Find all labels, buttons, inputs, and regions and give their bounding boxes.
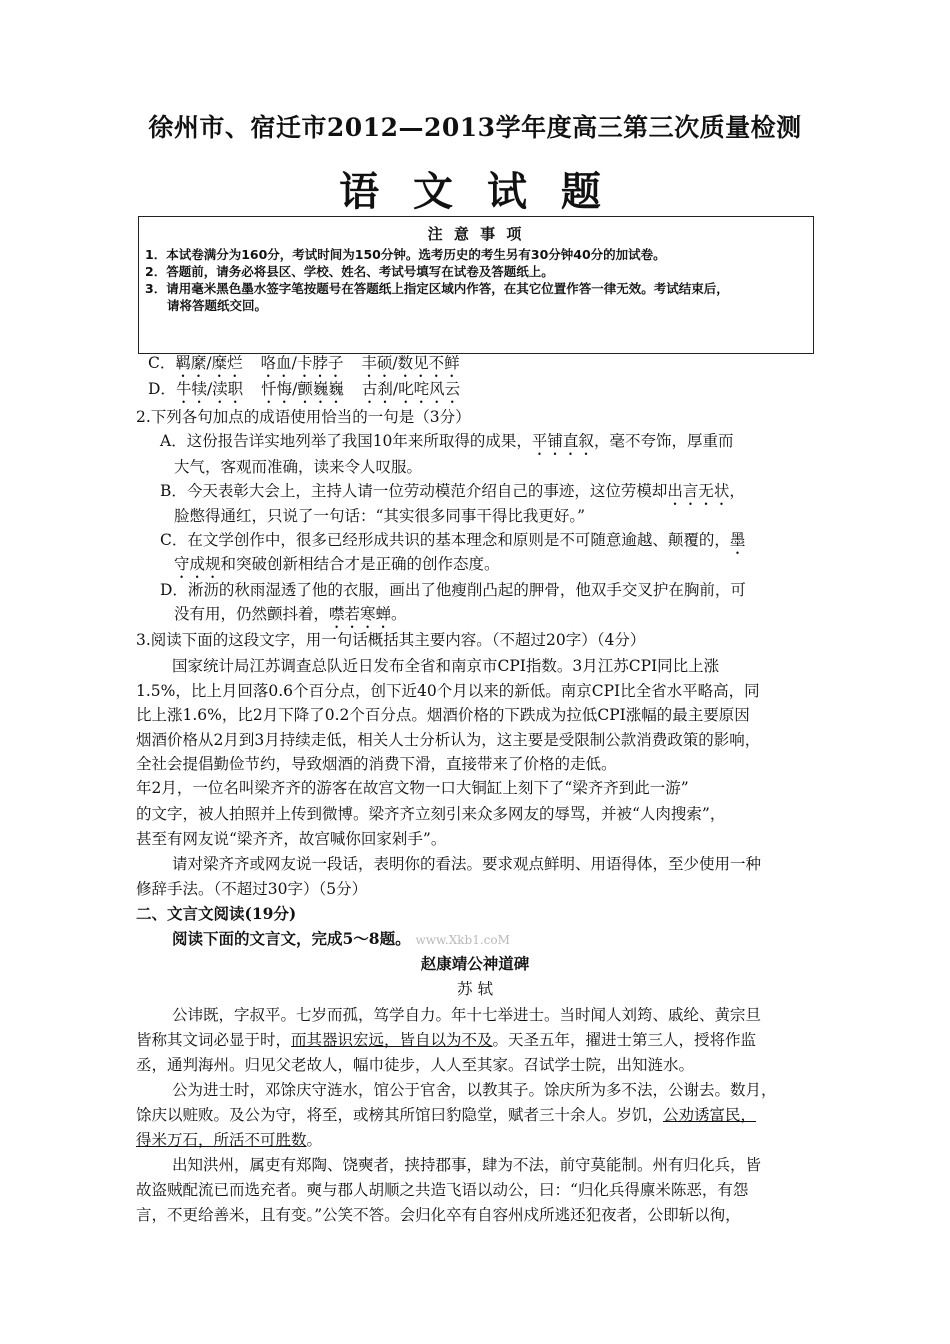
classical-text-line: 公讳既，字叔平。七岁而孤，笃学自力。年十七举进士。当时闻人刘筠、戚纶、黄宗旦 xyxy=(172,1006,762,1024)
q1-option-c: C．羁縻/糜烂 咯血/卡脖子 丰硕/数见不鲜 xyxy=(148,354,460,372)
notice-item-2: 2．答题前，请务必将县区、学校、姓名、考试号填写在试卷及答题纸上。 xyxy=(145,264,554,279)
classical-text-line: 故盗贼配流已而选充者。奭与郡人胡顺之共造飞语以动公，曰：“归化兵得廪米陈恶，有怨 xyxy=(136,1181,749,1199)
classical-text-line: 皆称其文词必显于时，而其器识宏远，皆自以为不及。天圣五年，擢进士第三人，授将作监 xyxy=(136,1031,757,1049)
classical-text-line: 得米万石，所活不可胜数。 xyxy=(136,1131,323,1149)
classical-text-line: 言，不更给善米，且有变。”公笑不答。会归化卒有自容州戍所逃还犯夜者，公即斩以徇， xyxy=(136,1206,741,1224)
text-title: 赵康靖公神道碑 xyxy=(420,954,530,973)
q4-text-line: 的文字，被人拍照并上传到微博。梁齐齐立刻引来众多网友的辱骂，并被“人肉搜索”， xyxy=(136,805,726,823)
q2-option-b-cont: 脸憋得通红，只说了一句话：“其实很多同事干得比我更好。” xyxy=(174,507,586,525)
q4-text-line: 修辞手法。（不超过30字）（5分） xyxy=(136,880,368,898)
section-instruction: 阅读下面的文言文，完成5～8题。 www.Xkb1.coM xyxy=(172,929,510,948)
q2-option-a: A．这份报告详实地列举了我国10年来所取得的成果，平铺直叙，毫不夸饰，厚重而 xyxy=(160,432,734,450)
text-author: 苏 轼 xyxy=(457,980,493,998)
notice-box xyxy=(138,216,814,354)
q4-text-line: 甚至有网友说“梁齐齐，故宫喊你回家剁手”。 xyxy=(136,830,447,848)
section-heading: 二、文言文阅读(19分) xyxy=(136,904,297,923)
classical-text-line: 出知洪州，属吏有郑陶、饶奭者，挟持郡事，肆为不法，前守莫能制。州有归化兵，皆 xyxy=(172,1156,762,1174)
q4-text-line: 年2月，一位名叫梁齐齐的游客在故宫文物一口大铜缸上刻下了“梁齐齐到此一游” xyxy=(136,779,689,797)
notice-item-3: 3．请用毫米黑色墨水签字笔按题号在答题纸上指定区域内作答，在其它位置作答一律无效。考试结束后， xyxy=(145,281,729,296)
classical-text-line: 馀庆以赃败。及公为守，将至，或榜其所馆曰豹隐堂，赋者三十余人。岁饥，公劝诱富民， xyxy=(136,1106,757,1124)
classical-text-line: 公为进士时，邓馀庆守涟水，馆公于官舍，以教其子。馀庆所为多不法，公谢去。数月， xyxy=(172,1081,777,1099)
subject-title: 语 文 试 题 xyxy=(339,168,611,215)
q4-text-line: 请对梁齐齐或网友说一段话，表明你的看法。要求观点鲜明、用语得体，至少使用一种 xyxy=(172,855,762,873)
q3-text-line: 比上涨1.6%，比2月下降了0.2个百分点。烟酒价格的下跌成为拉低CPI涨幅的最主要原因 xyxy=(136,706,750,724)
q2-option-d: D．淅沥的秋雨湿透了他的衣服，画出了他瘦削凸起的胛骨，他双手交叉护在胸前，可 xyxy=(160,581,746,599)
watermark: www.Xkb1.coM xyxy=(415,933,510,947)
q3-text-line: 国家统计局江苏调查总队近日发布全省和南京市CPI指数。3月江苏CPI同比上涨 xyxy=(172,657,720,675)
q3-text-line: 1.5%，比上月回落0.6个百分点，创下近40个月以来的新低。南京CPI比全省水平略高，同 xyxy=(136,682,760,700)
q2-stem: 2.下列各句加点的成语使用恰当的一句是（3分） xyxy=(136,408,471,426)
exam-title: 徐州市、宿迁市2012—2013学年度高三第三次质量检测 xyxy=(148,113,802,142)
q2-option-c-cont: 守成规和突破创新相结合才是正确的创作态度。 xyxy=(174,555,500,573)
notice-heading: 注 意 事 项 xyxy=(427,225,525,243)
q3-text-line: 全社会提倡勤俭节约，导致烟酒的消费下滑，直接带来了价格的走低。 xyxy=(136,755,617,773)
notice-item-1: 1．本试卷满分为160分，考试时间为150分钟。选考历史的考生另有30分钟40分的加试卷。 xyxy=(145,247,666,262)
notice-item-3-cont: 请将答题纸交回。 xyxy=(167,298,268,313)
classical-text-line: 丞，通判海州。归见父老故人，幅巾徒步，人人至其家。召试学士院，出知涟水。 xyxy=(136,1056,695,1074)
q2-option-d-cont: 没有用，仍然颤抖着，噤若寒蝉。 xyxy=(174,605,407,623)
q2-option-b: B．今天表彰大会上，主持人请一位劳动模范介绍自己的事迹，这位劳模却出言无状， xyxy=(160,482,745,500)
q3-text-line: 烟酒价格从2月到3月持续走低，相关人士分析认为，这主要是受限制公款消费政策的影响， xyxy=(136,731,761,749)
q2-option-c: C．在文学创作中，很多已经形成共识的基本理念和原则是不可随意逾越、颠覆的，墨 xyxy=(160,531,746,549)
q2-option-a-cont: 大气，客观而准确，读来令人叹服。 xyxy=(174,458,423,476)
q1-option-d: D．牛犊/渎职 忏悔/颤巍巍 古刹/叱咤风云 xyxy=(148,380,461,398)
q3-stem: 3.阅读下面的这段文字，用一句话概括其主要内容。（不超过20字）（4分） xyxy=(136,631,646,649)
